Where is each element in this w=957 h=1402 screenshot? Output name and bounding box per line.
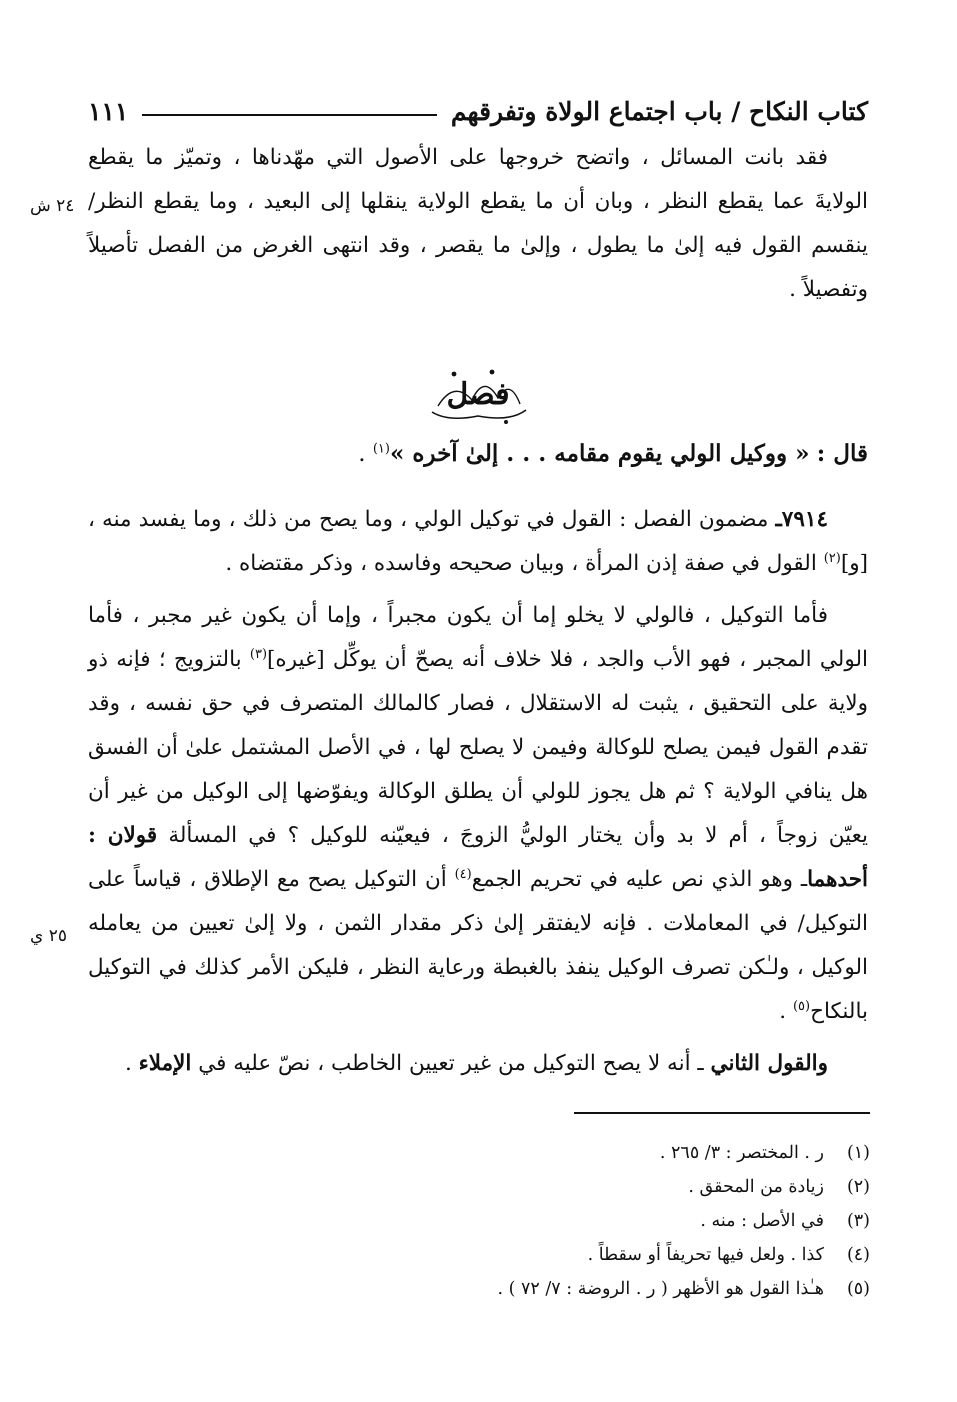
p3-part2: .: [124, 1051, 132, 1076]
header-title: كتاب النكاح / باب اجتماع الولاة وتفرقهم: [450, 97, 868, 126]
running-header: [88, 84, 868, 124]
footnote-number: (٥): [846, 1279, 870, 1299]
qaal-quote: « ووكيل الولي يقوم مقامه . . . إلىٰ آخره »: [389, 440, 810, 467]
p2-part1: فأما التوكيل ، فالولي لا يخلو إما أن يكون مجبراً ، وإما أن يكون غير مجبر ، فأما الولي المجبر ، فهو الأب والجد ، فلا خلاف أنه يصحّ أن يوكِّل [غيره]: [88, 603, 868, 672]
margin-note-25y: ٢٥ ي: [30, 926, 67, 946]
footnote: [88, 1136, 870, 1170]
qaal-label: قال :: [816, 440, 868, 467]
section-heading: [88, 432, 868, 476]
footnote-ref-3: (٣): [249, 646, 268, 662]
footnote-text: كذا . ولعل فيها تحريفاً أو سقطاً .: [587, 1245, 824, 1265]
footnote-number: (١): [846, 1143, 870, 1163]
footnote-ref-1: (١): [372, 441, 390, 457]
footnote: [88, 1204, 870, 1238]
intro-paragraph: فقد بانت المسائل ، واتضح خروجها على الأصول التي مهّدناها ، وتميّز ما يقطع الولايةَ عما يقطع النظر ، وبان أن ما يقطع الولاية ينقلها إلى البعيد ، وما يقطع النظر/ ينقسم القول فيه إلىٰ ما يطول ، وإلىٰ ما يقصر ، وقد انتهى الغرض من الفصل تأصيلاً وتفصيلاً .: [88, 145, 868, 302]
fasl-ornament-icon: [418, 360, 538, 430]
footnote-ref-5: (٥): [792, 998, 811, 1014]
footnote-number: (٢): [846, 1177, 870, 1197]
footnotes: [88, 1136, 870, 1306]
ornament-label: فصل: [446, 377, 510, 412]
footnote-text: هـٰذا القول هو الأظهر ( ر . الروضة : ٧/ ٧٢ ) .: [497, 1279, 824, 1299]
p2-ahaduhuma: أحدهما: [807, 867, 868, 892]
footnote: [88, 1272, 870, 1306]
p2-part2: بالتزويج ؛ فإنه ذو ولاية على التحقيق ، يثبت له الاستقلال ، فصار كالمالك المتصرف في حق نفسه ، وقد تقدم القول فيمن يصلح للوكالة وفيمن لا يصلح لها ، في الأصل المشتمل علىٰ أن الفسق هل ينافي الولاية ؟ ثم هل يجوز للولي أن يطلق الوكالة ويفوّضها إلى الوكيل من غير أن يعيّن زوجاً ، أم لا بد وأن يختار الوليُّ الزوجَ ، فيعيّنه للوكيل ؟ في المسألة: [88, 647, 868, 848]
qaal-end: .: [358, 441, 366, 467]
paragraph-number: ٧٩١٤ـ: [775, 507, 828, 532]
main-text-block: [88, 498, 868, 1086]
paragraph-7914: [88, 498, 868, 586]
margin-note-24sh: ٢٤ ش: [30, 196, 75, 216]
intro-paragraph-block: [88, 136, 868, 312]
paragraph-second-opinion: [88, 1042, 868, 1086]
header-rule: [142, 114, 437, 116]
footnote: [88, 1238, 870, 1272]
p3-part1: ـ أنه لا يصح التوكيل من غير تعيين الخاطب ، نصّ عليه في: [198, 1051, 704, 1076]
p1-part2: القول في صفة إذن المرأة ، وبيان صحيحه وفاسده ، وذكر مقتضاه .: [225, 551, 817, 576]
footnote-ref-2: (٢): [823, 550, 841, 566]
footnote-number: (٤): [846, 1245, 870, 1265]
footnote-text: في الأصل : منه .: [700, 1211, 824, 1231]
footnote-text: زيادة من المحقق .: [688, 1177, 824, 1197]
p3-bold-end: الإملاء: [138, 1051, 192, 1076]
footnote-ref-4: (٤): [454, 866, 472, 882]
footnote-separator: [574, 1112, 870, 1114]
p2-part3: ـ وهو الذي نص عليه في تحريم الجمع: [471, 867, 808, 892]
footnote: [88, 1170, 870, 1204]
section-ornament: [418, 360, 538, 430]
page-number: ١١١: [88, 97, 129, 126]
footnote-number: (٣): [846, 1211, 870, 1231]
p2-part4: أن التوكيل يصح مع الإطلاق ، قياساً على التوكيل/ في المعاملات . فإنه لايفتقر إلىٰ ذكر مقدار الثمن ، ولا إلىٰ تعيين من يعامله الوكيل ، ولـٰكن تصرف الوكيل ينفذ بالغبطة ورعاية النظر ، فليكن الأمر كذلك في التوكيل بالنكاح: [88, 867, 868, 1024]
p2-qawlan: قولان :: [88, 823, 158, 848]
p3-bold-start: والقول الثاني: [710, 1051, 828, 1076]
paragraph-tawkil: [88, 594, 868, 1034]
p2-part5: .: [779, 999, 787, 1024]
p1-part1: مضمون الفصل : القول في توكيل الولي ، وما يصح من ذلك ، وما يفسد منه ، [و]: [88, 507, 868, 576]
footnote-text: ر . المختصر : ٣/ ٢٦٥ .: [659, 1143, 824, 1163]
